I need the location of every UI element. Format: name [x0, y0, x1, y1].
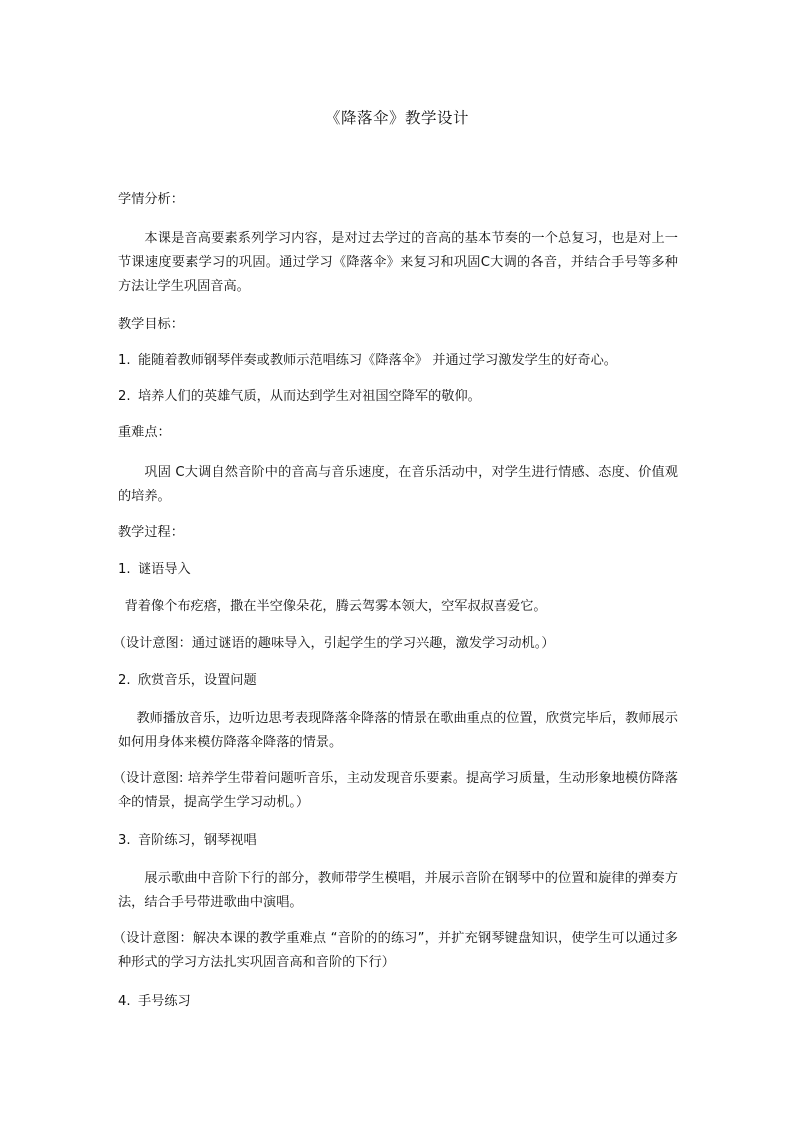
step-4-title — [118, 990, 678, 1014]
step-3-title — [118, 829, 678, 853]
process-heading: 教学过程： — [118, 525, 184, 540]
step-number: 4. — [118, 994, 131, 1009]
key-points-heading: 重难点： — [118, 425, 171, 440]
step-1-body: 背着像个布疙瘩，撒在半空像朵花，腾云驾雾本领大，空军叔叔喜爱它。 — [124, 599, 547, 614]
step-number: 3. — [118, 833, 131, 848]
step-1-intent: （设计意图：通过谜语的趣味导入，引起学生的学习兴趣，激发学习动机。） — [112, 636, 555, 651]
step-2-body: 教师播放音乐，边听边思考表现降落伞降落的情景在歌曲重点的位置，欣赏完毕后，教师展示如何用身体来模仿降落伞降落的情景。 — [118, 711, 678, 750]
step-2-title — [118, 669, 678, 693]
step-3-body: 展示歌曲中音阶下行的部分，教师带学生模唱，并展示音阶在钢琴中的位置和旋律的弹奏方法，结合手号带进歌曲中演唱。 — [118, 871, 678, 910]
goal-item-1 — [118, 349, 678, 373]
analysis-heading: 学情分析： — [118, 192, 184, 207]
analysis-paragraph: 本课是音高要素系列学习内容，是对过去学过的音高的基本节奏的一个总复习，也是对上一节课速度要素学习的巩固。通过学习《降落伞》来复习和巩固C大调的各音，并结合手号等多种方法让学生巩固音高。 — [118, 231, 678, 294]
document-title: 《降落伞》教学设计 — [324, 109, 469, 127]
step-title: 音阶练习，钢琴视唱 — [138, 833, 257, 848]
step-number: 1. — [118, 562, 131, 577]
goals-heading: 教学目标： — [118, 317, 184, 332]
step-3-intent: （设计意图：解决本课的教学重难点 “音阶的的练习”，并扩充钢琴键盘知识，使学生可以通过多种形式的学习方法扎实巩固音高和音阶的下行） — [112, 931, 678, 970]
step-title: 谜语导入 — [138, 562, 191, 577]
step-title: 手号练习 — [138, 994, 191, 1009]
goal-item-2 — [118, 385, 678, 409]
goal-text: 培养人们的英雄气质，从而达到学生对祖国空降军的敬仰。 — [138, 389, 481, 404]
goal-number: 2. — [118, 389, 131, 404]
step-title: 欣赏音乐，设置问题 — [138, 673, 257, 688]
goal-text: 能随着教师钢琴伴奏或教师示范唱练习《降落伞》 并通过学习激发学生的好奇心。 — [138, 353, 617, 368]
key-points-paragraph: 巩固 C大调自然音阶中的音高与音乐速度，在音乐活动中，对学生进行情感、态度、价值观的培养。 — [118, 465, 678, 504]
step-number: 2. — [118, 673, 131, 688]
step-1-title — [118, 558, 678, 582]
step-2-intent: （设计意图: 培养学生带着问题听音乐，主动发现音乐要素。提高学习质量，生动形象地模仿降落伞的情景，提高学生学习动机。） — [112, 771, 678, 810]
goal-number: 1. — [118, 353, 131, 368]
